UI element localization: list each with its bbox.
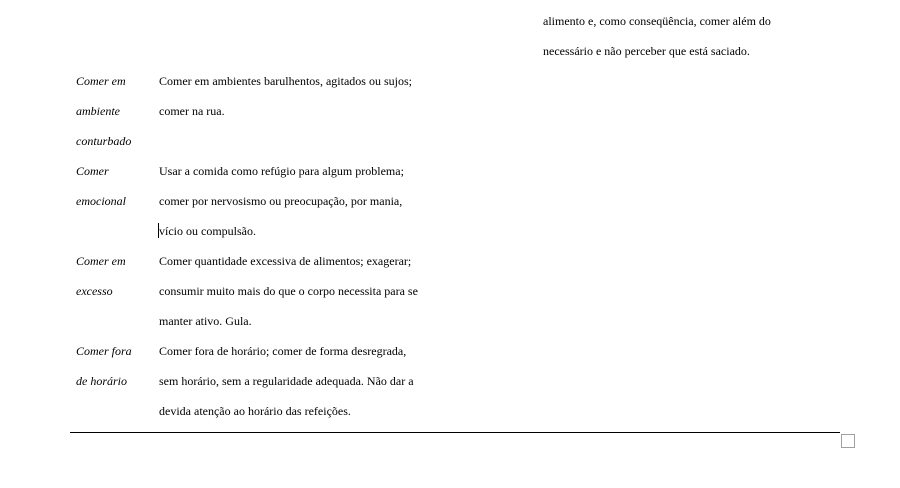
- row-1-term-line-2: ambiente: [76, 104, 120, 118]
- continuation-line-2: necessário e não perceber que está saciado.: [543, 44, 750, 58]
- row-4-term-line-2: de horário: [76, 374, 127, 388]
- row-2-term-line-2: emocional: [76, 194, 126, 208]
- row-3-term-line-1: Comer em: [76, 254, 126, 268]
- table-bottom-border: [70, 432, 840, 433]
- row-1-term-line-1: Comer em: [76, 74, 126, 88]
- row-2-desc-line-3: vício ou compulsão.: [159, 224, 256, 238]
- row-4-desc-line-3: devida atenção ao horário das refeições.: [159, 404, 351, 418]
- row-2-term-line-1: Comer: [76, 164, 109, 178]
- row-1-term-line-3: conturbado: [76, 134, 132, 148]
- text-cursor: [158, 223, 159, 238]
- row-3-desc-line-2: consumir muito mais do que o corpo necessita para se: [159, 284, 418, 298]
- row-1-desc-line-2: comer na rua.: [159, 104, 225, 118]
- table-resize-handle[interactable]: [841, 434, 855, 448]
- row-4-term-line-1: Comer fora: [76, 344, 132, 358]
- row-1-desc-line-1: Comer em ambientes barulhentos, agitados ou sujos;: [159, 74, 412, 88]
- row-3-desc-line-3: manter ativo. Gula.: [159, 314, 252, 328]
- row-4-desc-line-2: sem horário, sem a regularidade adequada. Não dar a: [159, 374, 414, 388]
- row-2-desc-line-1: Usar a comida como refúgio para algum problema;: [159, 164, 404, 178]
- row-2-desc-line-2: comer por nervosismo ou preocupação, por mania,: [159, 194, 403, 208]
- row-4-desc-line-1: Comer fora de horário; comer de forma desregrada,: [159, 344, 407, 358]
- row-3-term-line-2: excesso: [76, 284, 113, 298]
- row-3-desc-line-1: Comer quantidade excessiva de alimentos; exagerar;: [159, 254, 412, 268]
- continuation-line-1: alimento e, como conseqüência, comer além do: [543, 14, 771, 28]
